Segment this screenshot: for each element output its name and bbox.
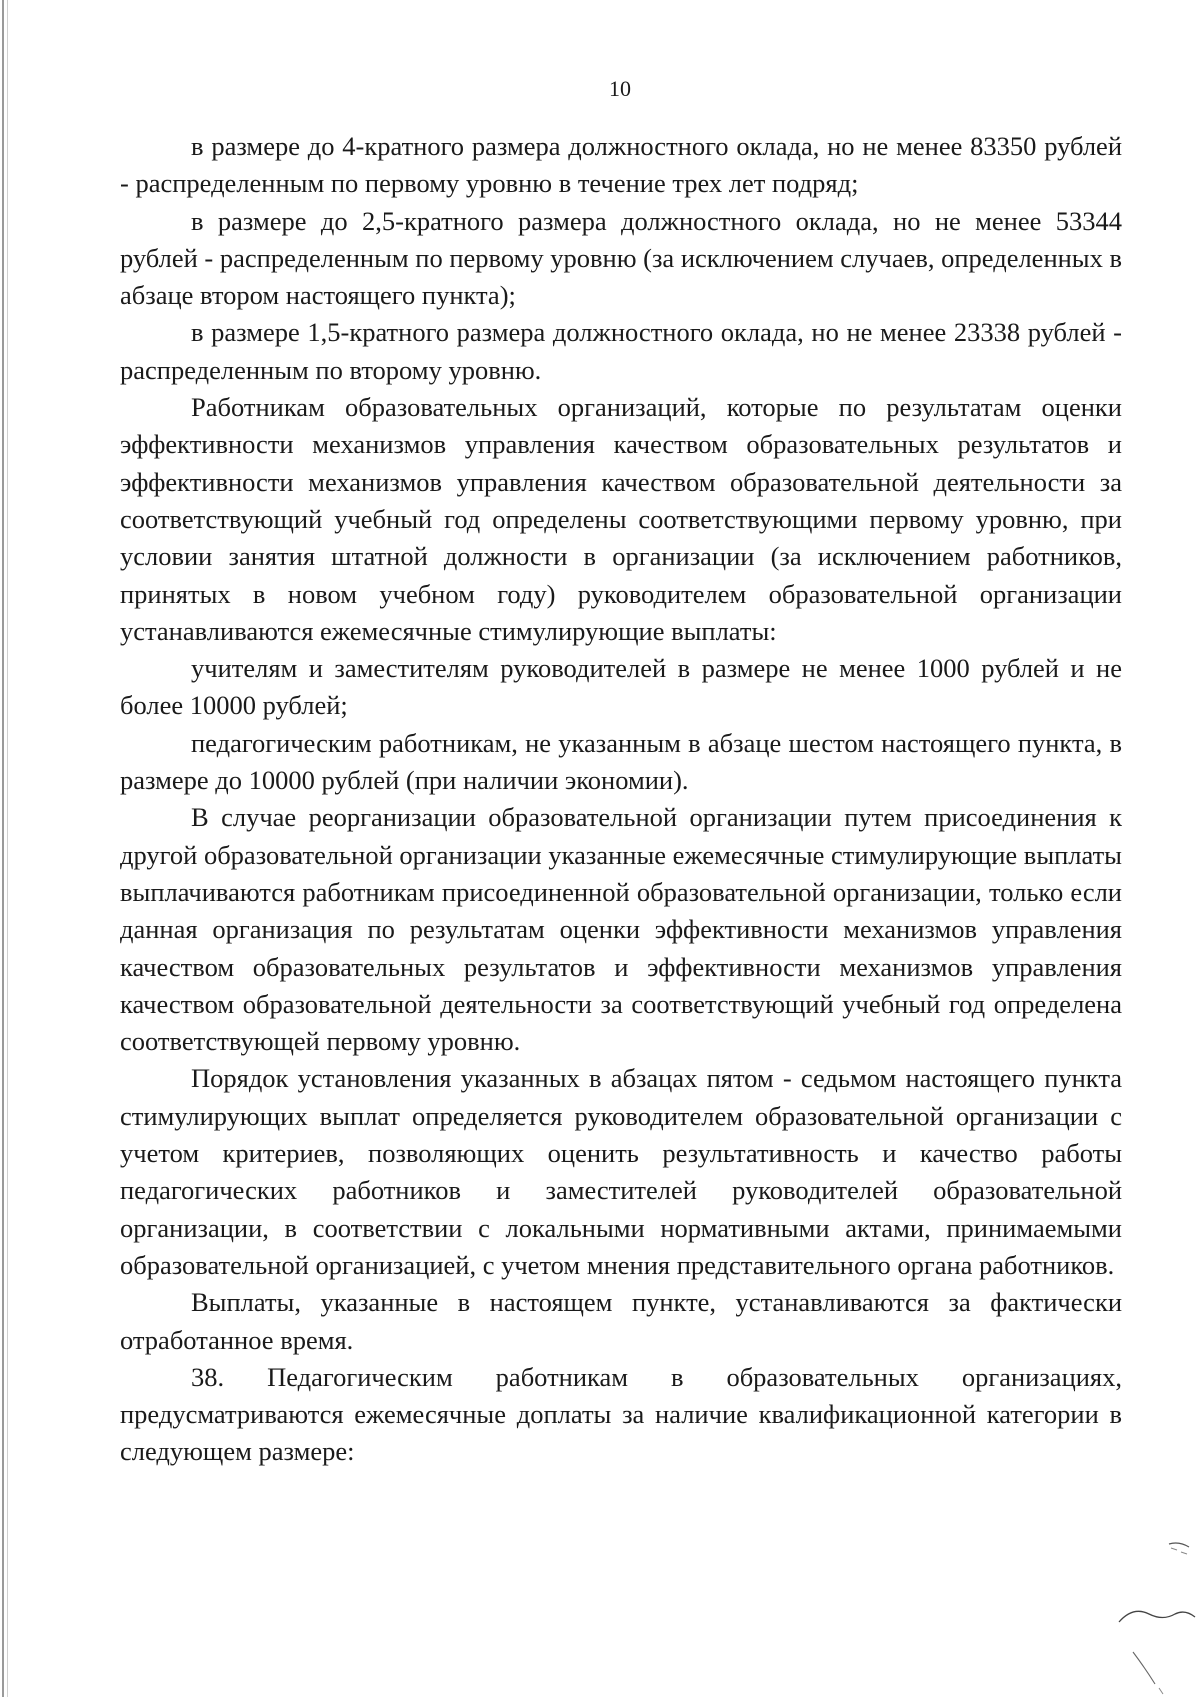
paragraph-1: в размере до 4-кратного размера должностного оклада, но не менее 83350 рублей - распределенным по первому уровню в течение трех лет подряд; (120, 131, 1122, 199)
paragraph-7: В случае реорганизации образовательной организации путем присоединения к другой образовательной организации указанные ежемесячные стимулирующие выплаты выплачиваются работникам присоединенной образовательной организации, только если данная организация по результатам оценки эффективности механизмов управления качеством образовательных результатов и эффективности механизмов управления качеством образовательной деятельности за соответствующий учебный год определена соответствующей первому уровню. (120, 802, 1122, 1057)
scan-artifact-marks (1115, 1510, 1200, 1697)
paragraph-9: Выплаты, указанные в настоящем пункте, устанавливаются за фактически отработанное время. (120, 1287, 1122, 1355)
paragraph-2: в размере до 2,5-кратного размера должностного оклада, но не менее 53344 рублей - распределенным по первому уровню (за исключением случаев, определенных в абзаце втором настоящего пункта); (120, 205, 1122, 311)
scan-left-border (2, 0, 4, 1697)
paragraph-10: 38. Педагогическим работникам в образовательных организациях, предусматриваются ежемесячные доплаты за наличие квалификационной категории в следующем размере: (120, 1361, 1122, 1467)
document-body (120, 128, 1122, 1471)
paragraph-4: Работникам образовательных организаций, которые по результатам оценки эффективности механизмов управления качеством образовательных результатов и эффективности механизмов управления качеством образовательной деятельности за соответствующий учебный год определены соответствующими первому уровню, при условии занятия штатной должности в организации (за исключением работников, принятых в новом учебном году) руководителем образовательной организации устанавливаются ежемесячные стимулирующие выплаты: (120, 392, 1122, 646)
paragraph-5: учителям и заместителям руководителей в размере не менее 1000 рублей и не более 10000 рублей; (120, 653, 1122, 721)
page-number: 10 (609, 76, 631, 101)
scan-left-border-inner (7, 0, 8, 1697)
paragraph-6: педагогическим работникам, не указанным в абзаце шестом настоящего пункта, в размере до 10000 рублей (при наличии экономии). (120, 727, 1122, 796)
paragraph-8: Порядок установления указанных в абзацах пятом - седьмом настоящего пункта стимулирующих выплат определяется руководителем образовательной организации с учетом критериев, позволяющих оценить результативность и качество работы педагогических работников и заместителей руководителей образовательной организации, в соответствии с локальными нормативными актами, принимаемыми образовательной организацией, с учетом мнения представительного органа работников. (120, 1063, 1122, 1280)
paragraph-3: в размере 1,5-кратного размера должностного оклада, но не менее 23338 рублей - распределенным по второму уровню. (120, 317, 1122, 385)
